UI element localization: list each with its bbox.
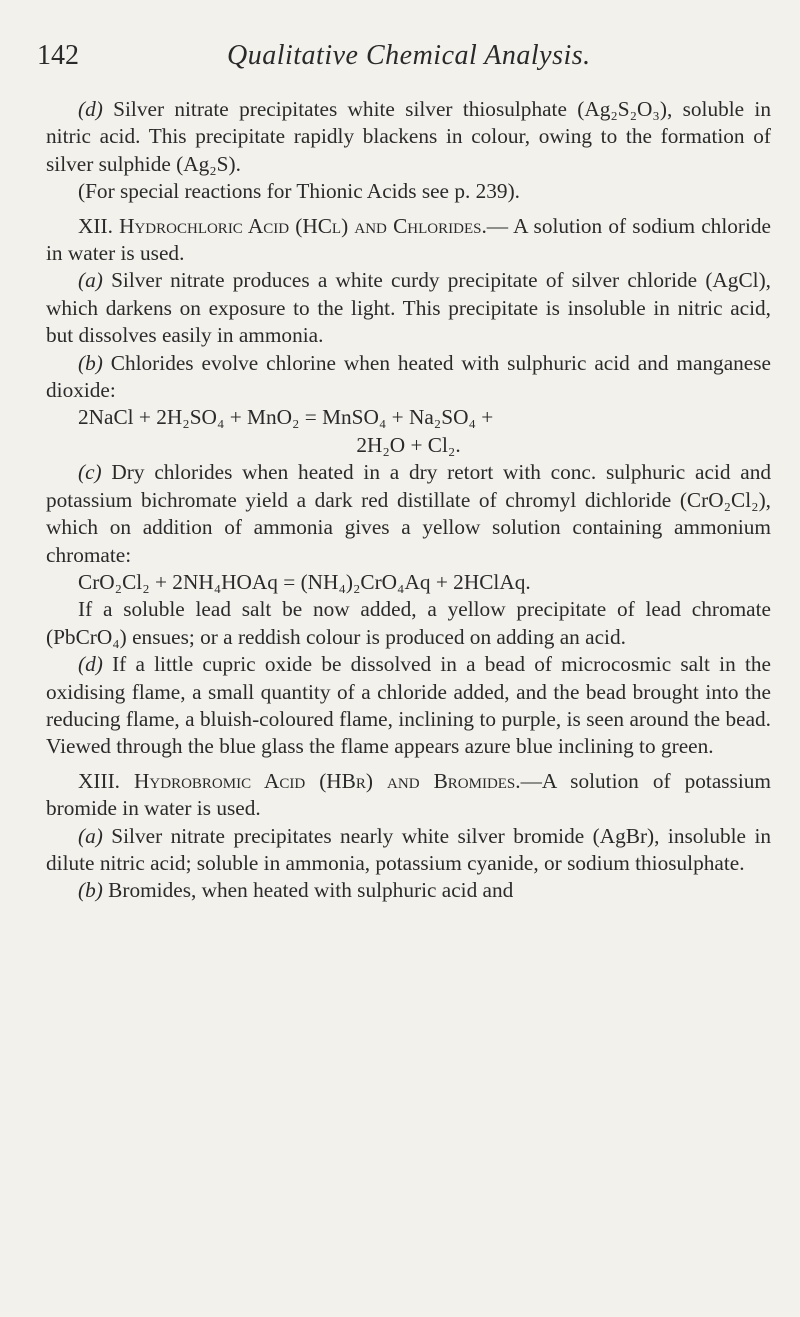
item-label: (b) <box>78 878 103 903</box>
section-heading-xii <box>46 213 771 268</box>
item-label: (a) <box>78 823 103 848</box>
paragraph-text: Silver nitrate precipitates nearly white silver bromide (AgBr), insoluble in dilute nitric acid; soluble in ammonia, potassium cyanide, or sodium thiosulphate. <box>46 823 772 875</box>
paragraph-xiii-b <box>46 877 771 904</box>
section-heading-xiii <box>46 768 771 823</box>
paragraph-xiii-a <box>46 823 771 878</box>
page-body <box>46 96 771 905</box>
running-title: Qualitative Chemical Analysis. <box>227 40 591 71</box>
paragraph-text: Dry chlorides when heated in a dry retort with conc. sulphuric acid and potassium bichromate yield a dark red distillate of chromyl dichloride (CrO₂Cl₂), which on addition of ammonia gives a yellow solution containing ammonium chromate: <box>46 460 772 567</box>
equation-1-line-2: 2H₂O + Cl₂. <box>356 432 461 457</box>
thionic-acids-note: (For special reactions for Thionic Acids see p. 239). <box>78 179 520 204</box>
paragraph-xii-d <box>46 651 771 761</box>
paragraph-xii-b <box>46 350 771 405</box>
item-label: (d) <box>78 97 103 121</box>
section-number: XII. <box>78 213 113 238</box>
paragraph-text: Silver nitrate precipitates white silver thiosulphate (Ag₂S₂O₃), soluble in nitric acid. This precipitate rapidly blackens in colour, owing to the formation of silver sulphide (Ag₂S). <box>46 97 771 176</box>
page-number: 142 <box>37 40 79 71</box>
section-title: Hydrochloric Acid (HCl) and Chlorides. <box>119 213 487 238</box>
section-intro: — A solution of sodium chloride in water is used. <box>46 213 771 266</box>
section-number: XIII. <box>78 768 120 793</box>
paragraph-text: Bromides, when heated with sulphuric acid and <box>108 878 514 903</box>
paragraph-text: If a little cupric oxide be dissolved in a bead of microcosmic salt in the oxidising flame, a small quantity of a chloride added, and the bead brought into the reducing flame, a bluish-coloured flame, inclining to purple, is seen around the bead. Viewed through the blue glass the flame appears azure blue inclining to green. <box>46 652 771 759</box>
paragraph-xii-c <box>46 459 771 569</box>
equation-1-line-1: 2NaCl + 2H₂SO₄ + MnO₂ = MnSO₄ + Na₂SO₄ + <box>78 405 494 430</box>
section-title: Hydrobromic Acid (HBr) and Bromides. <box>134 768 521 793</box>
paragraph-xii-a <box>46 267 771 349</box>
paragraph-text: Silver nitrate produces a white curdy precipitate of silver chloride (AgCl), which darkens on exposure to the light. This precipitate is insoluble in nitric acid, but dissolves easily in ammonia. <box>46 268 771 348</box>
paragraph-text: Chlorides evolve chlorine when heated with sulphuric acid and manganese dioxide: <box>46 350 771 403</box>
paragraph-xii-c-continued: If a soluble lead salt be now added, a yellow precipitate of lead chromate (PbCrO₄) ensues; or a reddish colour is produced on adding an acid. <box>46 597 771 649</box>
page-header <box>37 40 770 80</box>
item-label: (d) <box>78 652 103 677</box>
item-label: (b) <box>78 350 103 375</box>
item-label: (c) <box>78 460 102 485</box>
section-intro: —A solution of potassium bromide in water is used. <box>46 768 771 821</box>
equation-2: CrO₂Cl₂ + 2NH₄HOAq = (NH₄)₂CrO₄Aq + 2HClAq. <box>78 569 531 594</box>
item-label: (a) <box>78 268 103 293</box>
paragraph-d-silver-nitrate <box>46 96 771 178</box>
